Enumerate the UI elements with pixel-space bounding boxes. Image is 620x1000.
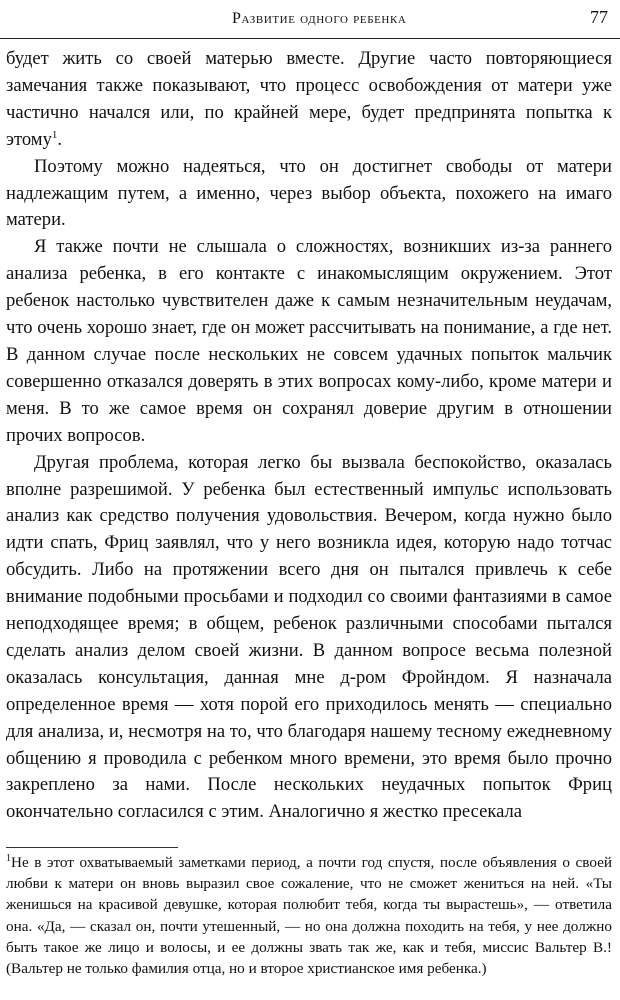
paragraph-3: Я также почти не слышала о сложностях, возникших из-за раннего анализа ребенка, в его контакте с инакомыслящим окружением. Этот ребенок настолько чувствителен даже к самым незначительным неудачам, что очень хорошо знает, где он может рассчитывать на понимание, а где нет. В данном случае после нескольких не совсем удачных попыток мальчик совершенно отказался доверять в этих вопросах кому-либо, кроме матери и меня. В то же самое время он сохранял доверие другим в отношении прочих вопросов. bbox=[6, 236, 612, 446]
page-number: 77 bbox=[590, 7, 608, 27]
paragraph-1 bbox=[6, 46, 612, 154]
footnote-divider bbox=[6, 847, 178, 848]
running-head bbox=[0, 2, 620, 39]
chapter-title: Развитие одного ребенка bbox=[232, 10, 407, 27]
footnote-text: Не в этот охватываемый заметками период, а почти год спустя, после объявления о своей любви к матери он вновь выразил свое сожаление, что не сможет жениться на ней. «Ты женишься на красивой девушке, которая полюбит тебя, когда ты вырастешь», — ответила она. «Да, — сказал он, почти утешенный, — но она должна походить на тебя, у нее должно быть такое же лицо и волосы, и ее должны звать так же, как и тебя, миссис Вальтер В.! (Вальтер не только фамилия отца, но и второе христианское имя ребенка.) bbox=[6, 854, 612, 978]
paragraph-1-end: . bbox=[57, 128, 63, 150]
paragraph-1-text: будет жить со своей матерью вместе. Другие часто повторяющиеся замечания также показывают, что процесс освобождения от матери уже частично начался или, по крайней мере, будет предпринята попытка к этому bbox=[6, 48, 612, 150]
footnote bbox=[6, 852, 612, 979]
footnote-reference: 1 bbox=[51, 128, 58, 141]
paragraph-4: Другая проблема, которая легко бы вызвала беспокойство, оказалась вполне разрешимой. У ребенка был естественный импульс использовать анализ как средство получения удовольствия. Вечером, когда нужно было идти спать, Фриц заявлял, что у него возникла идея, которую надо тотчас обсудить. Либо на протяжении всего дня он пытался привлечь к себе внимание подобными просьбами и подходил со своими фантазиями в самое неподходящее время; в общем, ребенок различными способами пытался сделать анализ делом своей жизни. В данном вопросе весьма полезной оказалась консультация, данная мне д-ром Фройндом. Я назначала определенное время — хотя порой его приходилось менять — специально для анализа, и, несмотря на то, что благодаря нашему тесному ежедневному общению я проводила с ребенком много времени, это время было прочно закреплено за нами. После нескольких неудачных попыток Фриц окончательно согласился с этим. Аналогично я жестко пресекала bbox=[6, 451, 612, 823]
body-text bbox=[6, 46, 612, 826]
paragraph-2: Поэтому можно надеяться, что он достигнет свободы от матери надлежащим путем, а именно, через выбор объекта, похожего на имаго матери. bbox=[6, 155, 612, 231]
footnote-marker: 1 bbox=[6, 852, 11, 864]
